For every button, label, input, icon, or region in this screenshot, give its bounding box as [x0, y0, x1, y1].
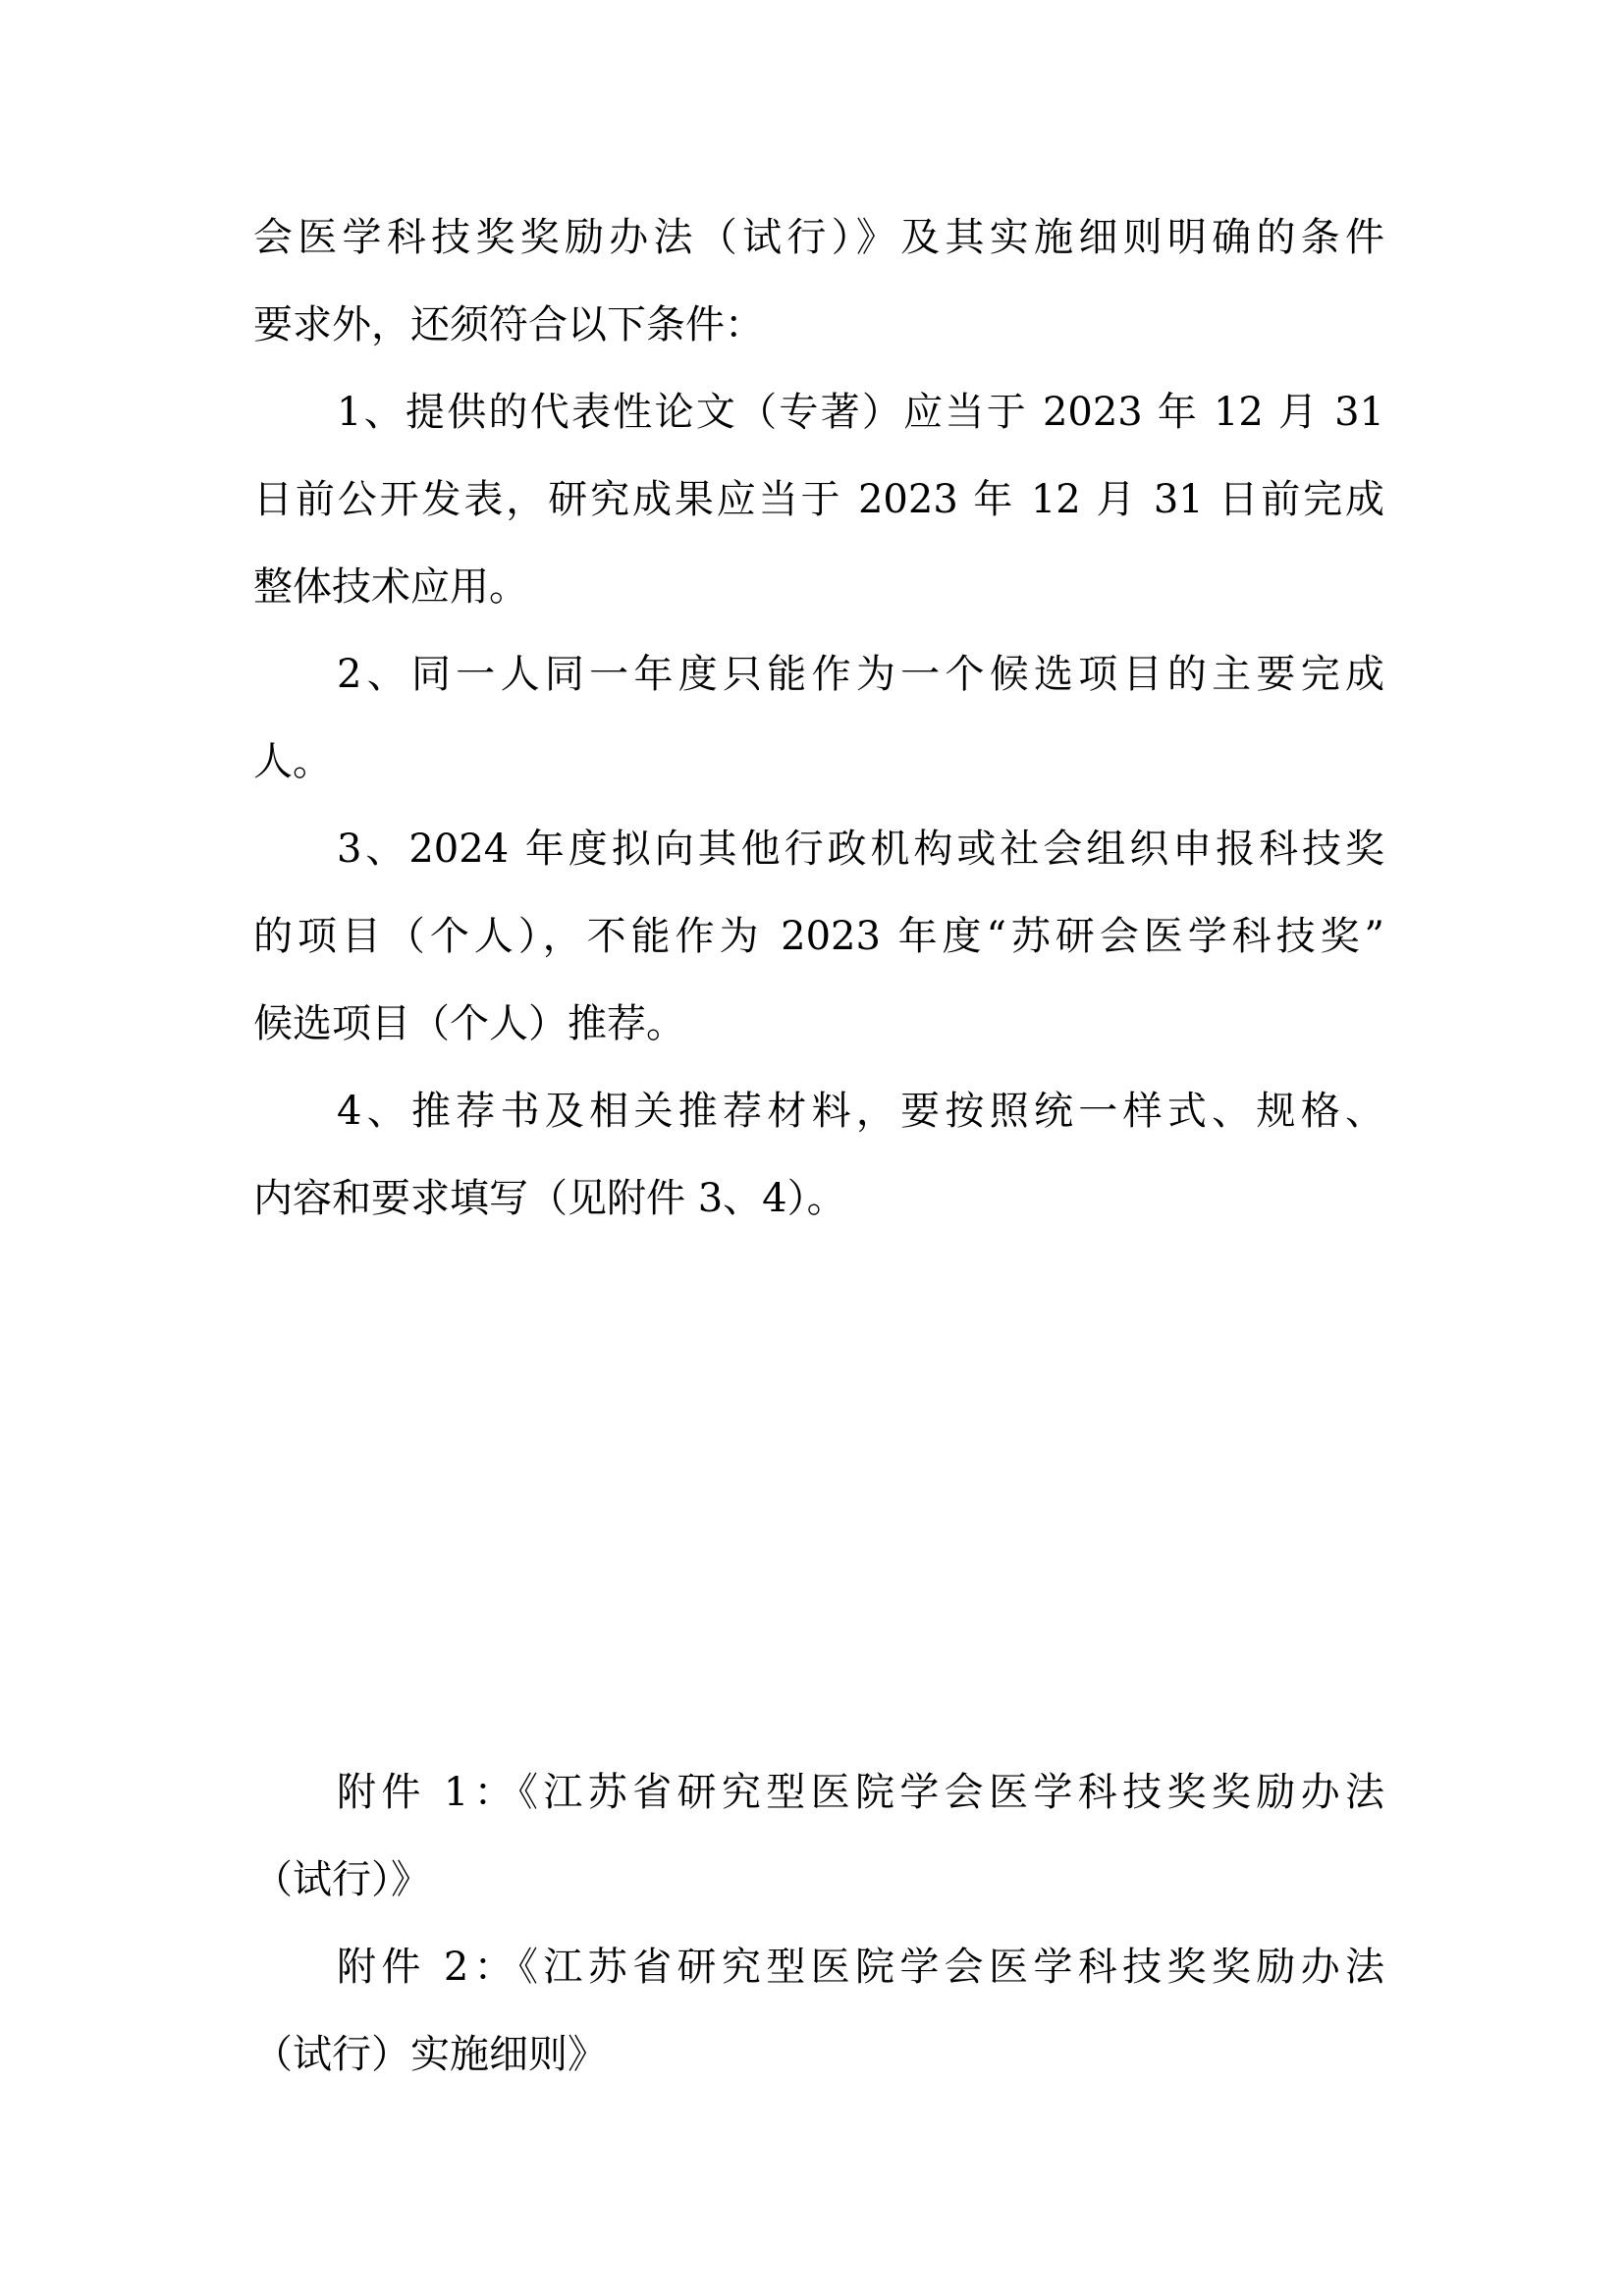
- item-4-line-1: 4、推荐书及相关推荐材料，要按照统一样式、规格、: [337, 1089, 1384, 1134]
- item-3-line-3: 候选项目（个人）推荐。: [253, 1001, 685, 1046]
- item-3-line-1: 3、2024 年度拟向其他行政机构或社会组织申报科技奖: [337, 827, 1384, 872]
- item-2-line-2: 人。: [253, 739, 332, 784]
- attachment-2-line-1: 附件 2：《江苏省研究型医院学会医学科技奖奖励办法: [337, 1945, 1384, 1990]
- attachment-1-line-1: 附件 1：《江苏省研究型医院学会医学科技奖奖励办法: [337, 1770, 1384, 1815]
- item-1-line-1: 1、提供的代表性论文（专著）应当于 2023 年 12 月 31: [337, 390, 1384, 435]
- paragraph-conditions-line-1: 会医学科技奖奖励办法（试行）》及其实施细则明确的条件: [253, 215, 1384, 260]
- item-1-line-2: 日前公开发表，研究成果应当于 2023 年 12 月 31 日前完成: [253, 477, 1384, 522]
- attachment-2-line-2: （试行）实施细则》: [253, 2032, 607, 2077]
- item-3-line-2: 的项目（个人），不能作为 2023 年度“苏研会医学科技奖”: [253, 914, 1384, 959]
- item-4-line-2: 内容和要求填写（见附件 3、4）。: [253, 1176, 846, 1221]
- attachment-1-line-2: （试行）》: [253, 1857, 430, 1902]
- paragraph-conditions-line-2: 要求外，还须符合以下条件：: [253, 302, 764, 347]
- item-1-line-3: 整体技术应用。: [253, 564, 528, 610]
- item-2-line-1: 2、同一人同一年度只能作为一个候选项目的主要完成: [337, 652, 1384, 697]
